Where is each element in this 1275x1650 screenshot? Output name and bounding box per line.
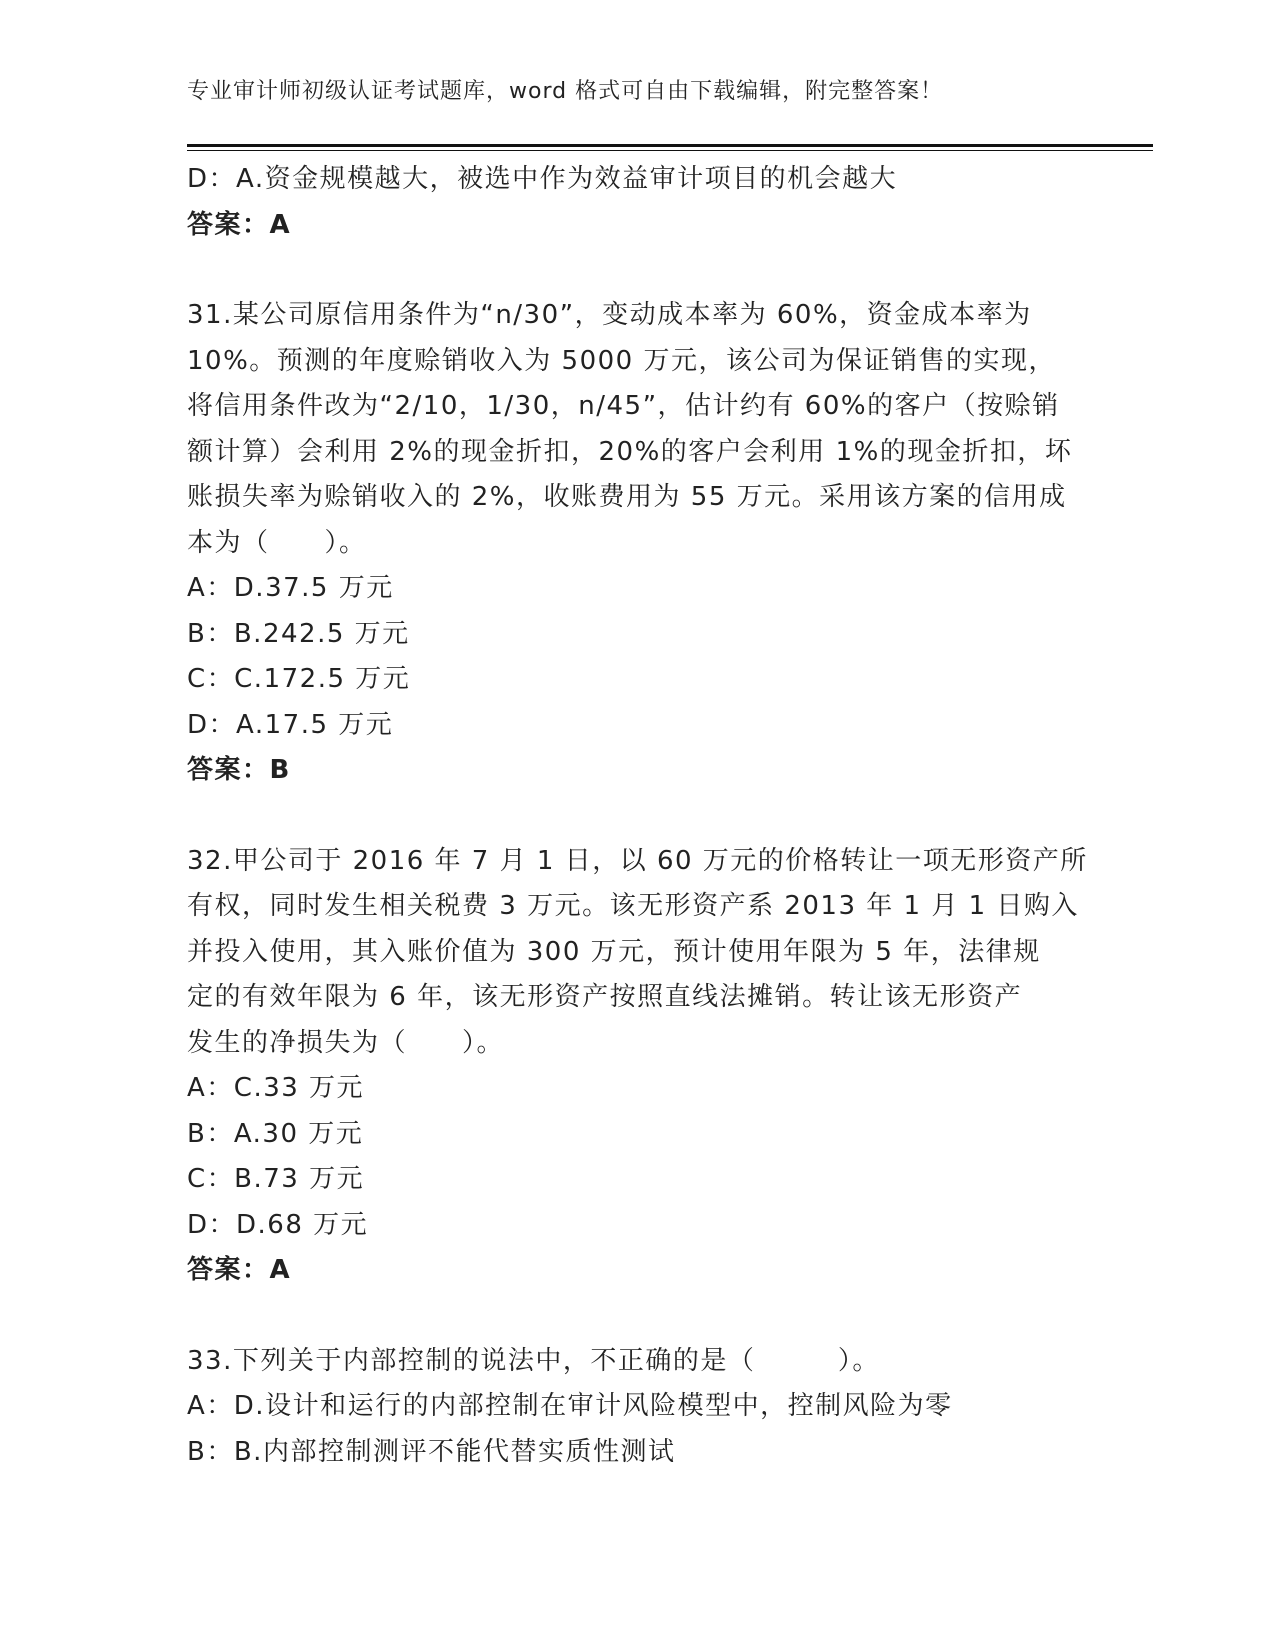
answer: 答案：B xyxy=(187,755,291,785)
document-body xyxy=(187,157,1087,1475)
option-a: A：C.33 万元 xyxy=(187,1073,365,1103)
option-b: B：A.30 万元 xyxy=(187,1118,364,1149)
question-stem-line: 发生的净损失为（ ）。 xyxy=(187,1027,505,1058)
option-a: A：D.37.5 万元 xyxy=(187,573,394,603)
question-stem-line: 33.下列关于内部控制的说法中，不正确的是（ ）。 xyxy=(187,1345,880,1376)
option-b: B：B.内部控制测评不能代替实质性测试 xyxy=(187,1436,676,1467)
option-d: D：D.68 万元 xyxy=(187,1209,369,1240)
question-stem-line: 额计算）会利用 2%的现金折扣，20%的客户会利用 1%的现金折扣，坏 xyxy=(187,436,1073,467)
question-stem-line: 将信用条件改为“2/10，1/30，n/45”，估计约有 60%的客户（按赊销 xyxy=(187,391,1060,421)
header-rule-thick xyxy=(187,144,1153,147)
question-stem-line: 有权，同时发生相关税费 3 万元。该无形资产系 2013 年 1 月 1 日购入 xyxy=(187,891,1079,921)
option-c: C：B.73 万元 xyxy=(187,1164,365,1194)
question-stem-line: 10%。预测的年度赊销收入为 5000 万元，该公司为保证销售的实现， xyxy=(187,345,1056,376)
question-stem-line: 31.某公司原信用条件为“n/30”，变动成本率为 60%，资金成本率为 xyxy=(187,300,1032,330)
option-c: C：C.172.5 万元 xyxy=(187,664,411,694)
question-31 xyxy=(187,293,1087,794)
question-32 xyxy=(187,839,1087,1294)
question-stem-line: 定的有效年限为 6 年，该无形资产按照直线法摊销。转让该无形资产 xyxy=(187,982,1023,1012)
prev-answer: 答案：A xyxy=(187,209,292,240)
page-header: 专业审计师初级认证考试题库，word 格式可自由下载编辑，附完整答案！ xyxy=(187,79,944,104)
answer: 答案：A xyxy=(187,1255,292,1285)
header-rule-thin xyxy=(187,150,1153,151)
question-stem-line: 32.甲公司于 2016 年 7 月 1 日，以 60 万元的价格转让一项无形资产所 xyxy=(187,845,1088,876)
question-stem-line: 账损失率为赊销收入的 2%，收账费用为 55 万元。采用该方案的信用成 xyxy=(187,482,1067,512)
option-a: A：D.设计和运行的内部控制在审计风险模型中，控制风险为零 xyxy=(187,1391,953,1421)
question-33 xyxy=(187,1339,1087,1476)
option-b: B：B.242.5 万元 xyxy=(187,618,410,649)
question-stem-line: 本为（ ）。 xyxy=(187,527,367,558)
prev-option-d: D：A.资金规模越大，被选中作为效益审计项目的机会越大 xyxy=(187,164,898,194)
question-stem-line: 并投入使用，其入账价值为 300 万元，预计使用年限为 5 年，法律规 xyxy=(187,936,1041,967)
option-d: D：A.17.5 万元 xyxy=(187,709,394,740)
